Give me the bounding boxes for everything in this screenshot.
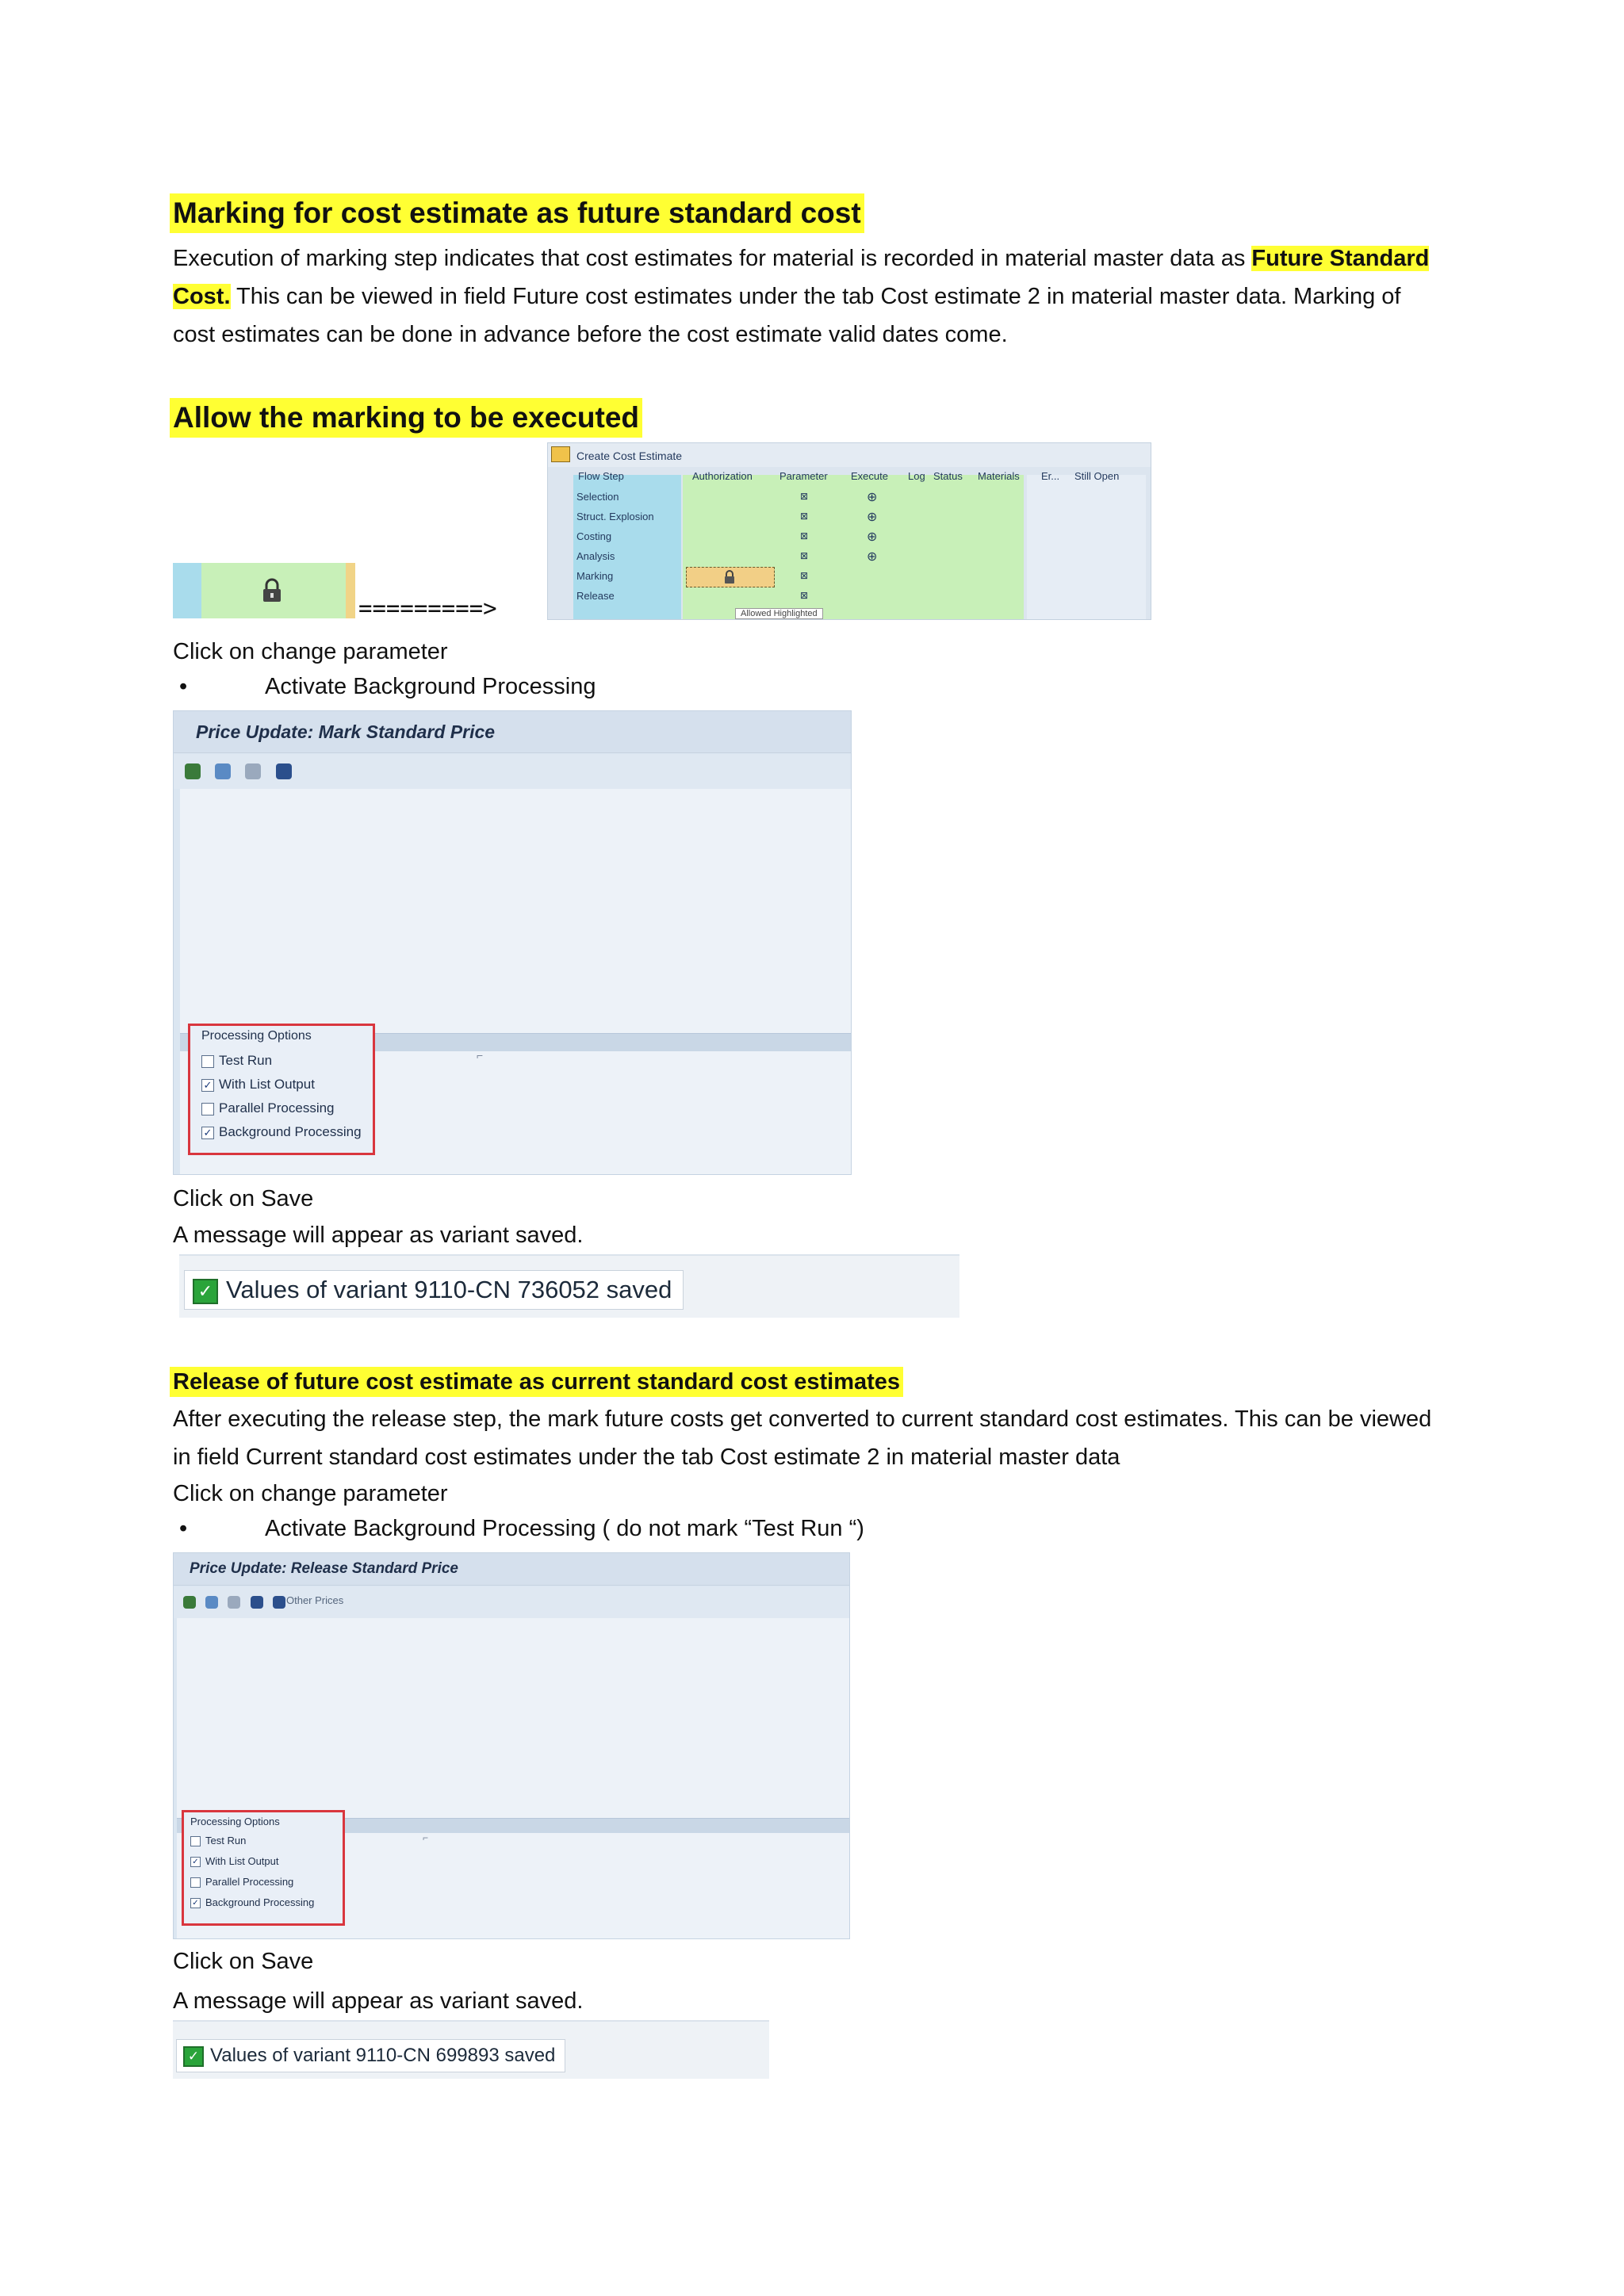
grid-header-parameter: Parameter bbox=[779, 470, 828, 482]
lock-icon bbox=[260, 577, 284, 604]
message-text: Values of variant 9110-CN 699893 saved bbox=[210, 2045, 556, 2066]
checkbox-unchecked[interactable] bbox=[190, 1836, 201, 1846]
folder-icon bbox=[551, 446, 570, 462]
paragraph-part-1: Execution of marking step indicates that cost estimates for material is recorded in material master data as bbox=[173, 246, 1252, 271]
screen-toolbar bbox=[174, 754, 851, 789]
resize-marker: ⌐ bbox=[477, 1049, 484, 1062]
grid-col-green-bg bbox=[683, 475, 1024, 619]
list-icon[interactable] bbox=[245, 763, 261, 779]
parameter-icon[interactable]: ⊠ bbox=[800, 570, 809, 581]
grid-tooltip: Allowed Highlighted bbox=[735, 608, 823, 619]
grid-col-right-bg bbox=[1027, 475, 1146, 619]
paragraph-release: After executing the release step, the mark future costs get converted to current standard cost estimates. This can be viewed in field Current standard cost estimates under the tab Cost estimate 2 in material master data bbox=[173, 1406, 1432, 1470]
parameter-icon[interactable]: ⊠ bbox=[800, 530, 809, 541]
grid-row-marking[interactable]: Marking bbox=[576, 570, 614, 582]
checkbox-unchecked[interactable] bbox=[190, 1877, 201, 1888]
variant-icon[interactable] bbox=[205, 1596, 218, 1609]
section-heading-marking: Marking for cost estimate as future standard cost bbox=[170, 193, 864, 233]
status-message-1 bbox=[184, 1270, 684, 1310]
success-check-icon: ✓ bbox=[193, 1279, 218, 1304]
step-click-save-1: Click on Save bbox=[173, 1186, 314, 1211]
screen-toolbar bbox=[174, 1586, 849, 1618]
paragraph-part-2: This can be viewed in field Future cost estimates under the tab Cost estimate 2 in material master data. Marking of cost estimates can be done in advance before the cost estimate valid dates come. bbox=[173, 284, 1401, 347]
grid-row-release[interactable]: Release bbox=[576, 590, 615, 602]
sap-screen-release-standard-price bbox=[173, 1552, 850, 1939]
grid-row-selection[interactable]: Selection bbox=[576, 491, 619, 503]
option-label: Parallel Processing bbox=[205, 1876, 294, 1888]
processing-options-box bbox=[188, 1024, 375, 1155]
option-test-run[interactable] bbox=[201, 1053, 272, 1069]
other-prices-icon[interactable] bbox=[273, 1596, 285, 1609]
execute-icon[interactable]: ⊕ bbox=[867, 550, 878, 564]
parameter-icon[interactable]: ⊠ bbox=[800, 590, 809, 601]
grid-header-materials: Materials bbox=[978, 470, 1020, 482]
execute-icon[interactable] bbox=[185, 763, 201, 779]
option-parallel-processing[interactable] bbox=[201, 1100, 335, 1116]
step-message-2: A message will appear as variant saved. bbox=[173, 1988, 584, 2014]
step-click-save-2: Click on Save bbox=[173, 1949, 314, 1974]
option-label: With List Output bbox=[205, 1855, 279, 1867]
bullet-dot: • bbox=[179, 674, 188, 699]
bullet-activate-background-1 bbox=[179, 671, 893, 702]
option-label: Test Run bbox=[219, 1053, 273, 1068]
section-heading-release: Release of future cost estimate as current standard cost estimates bbox=[170, 1367, 903, 1397]
status-bar-2 bbox=[173, 2020, 769, 2079]
option-with-list-output[interactable] bbox=[190, 1855, 278, 1867]
resize-marker: ⌐ bbox=[423, 1832, 429, 1843]
grid-header-log: Log bbox=[908, 470, 925, 482]
option-test-run[interactable] bbox=[190, 1835, 246, 1846]
checkbox-unchecked[interactable] bbox=[201, 1103, 214, 1115]
checkbox-unchecked[interactable] bbox=[201, 1055, 214, 1068]
bullet-dot: • bbox=[179, 1516, 188, 1541]
checkbox-checked[interactable]: ✓ bbox=[201, 1127, 214, 1139]
step-change-parameter-2: Click on change parameter bbox=[173, 1481, 448, 1506]
strip-blue-segment bbox=[173, 563, 201, 618]
grid-row-costing[interactable]: Costing bbox=[576, 530, 612, 542]
list-icon[interactable] bbox=[228, 1596, 240, 1609]
marking-authorization-cell[interactable] bbox=[686, 567, 775, 587]
highlight-future-standard-cost: Future Standard Cost. bbox=[173, 246, 1430, 309]
execute-icon[interactable] bbox=[183, 1596, 196, 1609]
cost-estimate-grid bbox=[547, 442, 1151, 620]
processing-options-box bbox=[182, 1810, 345, 1926]
option-label: Background Processing bbox=[205, 1896, 315, 1908]
status-message-2 bbox=[176, 2039, 565, 2072]
grid-header-authorization: Authorization bbox=[692, 470, 753, 482]
checkbox-checked[interactable]: ✓ bbox=[190, 1898, 201, 1908]
grid-header-flow-step: Flow Step bbox=[578, 470, 624, 482]
lock-cell-strip bbox=[173, 563, 355, 618]
other-prices-button[interactable]: Other Prices bbox=[286, 1594, 344, 1606]
option-label: Parallel Processing bbox=[219, 1100, 335, 1115]
step-change-parameter-1: Click on change parameter bbox=[173, 639, 448, 664]
option-label: Test Run bbox=[205, 1835, 247, 1846]
option-label: Background Processing bbox=[219, 1124, 362, 1139]
option-parallel-processing[interactable] bbox=[190, 1876, 293, 1888]
option-label: With List Output bbox=[219, 1077, 315, 1092]
grid-header-execute: Execute bbox=[851, 470, 888, 482]
success-check-icon: ✓ bbox=[183, 2046, 204, 2067]
save-icon[interactable] bbox=[276, 763, 292, 779]
grid-header-er: Er... bbox=[1041, 470, 1060, 482]
option-with-list-output[interactable] bbox=[201, 1077, 315, 1093]
options-label: Processing Options bbox=[190, 1816, 280, 1827]
checkbox-checked[interactable]: ✓ bbox=[201, 1079, 214, 1092]
status-bar-1 bbox=[179, 1254, 959, 1318]
screen-title: Price Update: Release Standard Price bbox=[174, 1553, 849, 1586]
variant-icon[interactable] bbox=[215, 763, 231, 779]
arrow-text: =========> bbox=[358, 595, 497, 622]
checkbox-checked[interactable]: ✓ bbox=[190, 1857, 201, 1867]
grid-header-still-open: Still Open bbox=[1074, 470, 1120, 482]
sap-screen-mark-standard-price bbox=[173, 710, 852, 1175]
lock-icon bbox=[723, 570, 736, 584]
bullet-activate-background-2 bbox=[179, 1513, 1131, 1544]
execute-icon[interactable]: ⊕ bbox=[867, 491, 878, 504]
grid-title: Create Cost Estimate bbox=[576, 450, 683, 462]
strip-yellow-segment bbox=[346, 563, 355, 618]
grid-header-status: Status bbox=[933, 470, 963, 482]
parameter-icon[interactable]: ⊠ bbox=[800, 491, 809, 502]
bullet-text: Activate Background Processing ( do not mark “Test Run “) bbox=[265, 1516, 864, 1541]
bullet-text: Activate Background Processing bbox=[265, 674, 596, 699]
grid-title-bar bbox=[548, 443, 1151, 467]
step-message-1: A message will appear as variant saved. bbox=[173, 1223, 584, 1248]
section-heading-allow-marking: Allow the marking to be executed bbox=[170, 398, 642, 438]
execute-icon[interactable]: ⊕ bbox=[867, 530, 878, 544]
options-label: Processing Options bbox=[201, 1029, 312, 1043]
save-icon[interactable] bbox=[251, 1596, 263, 1609]
screen-title: Price Update: Mark Standard Price bbox=[174, 711, 851, 753]
option-background-processing[interactable] bbox=[190, 1896, 314, 1908]
option-background-processing[interactable] bbox=[201, 1124, 362, 1140]
parameter-icon[interactable]: ⊠ bbox=[800, 511, 809, 522]
parameter-icon[interactable]: ⊠ bbox=[800, 550, 809, 561]
paragraph-marking bbox=[173, 239, 1442, 354]
grid-row-analysis[interactable]: Analysis bbox=[576, 550, 615, 562]
message-text: Values of variant 9110-CN 736052 saved bbox=[226, 1276, 672, 1303]
execute-icon[interactable]: ⊕ bbox=[867, 511, 878, 524]
grid-row-struct-explosion[interactable]: Struct. Explosion bbox=[576, 511, 654, 522]
